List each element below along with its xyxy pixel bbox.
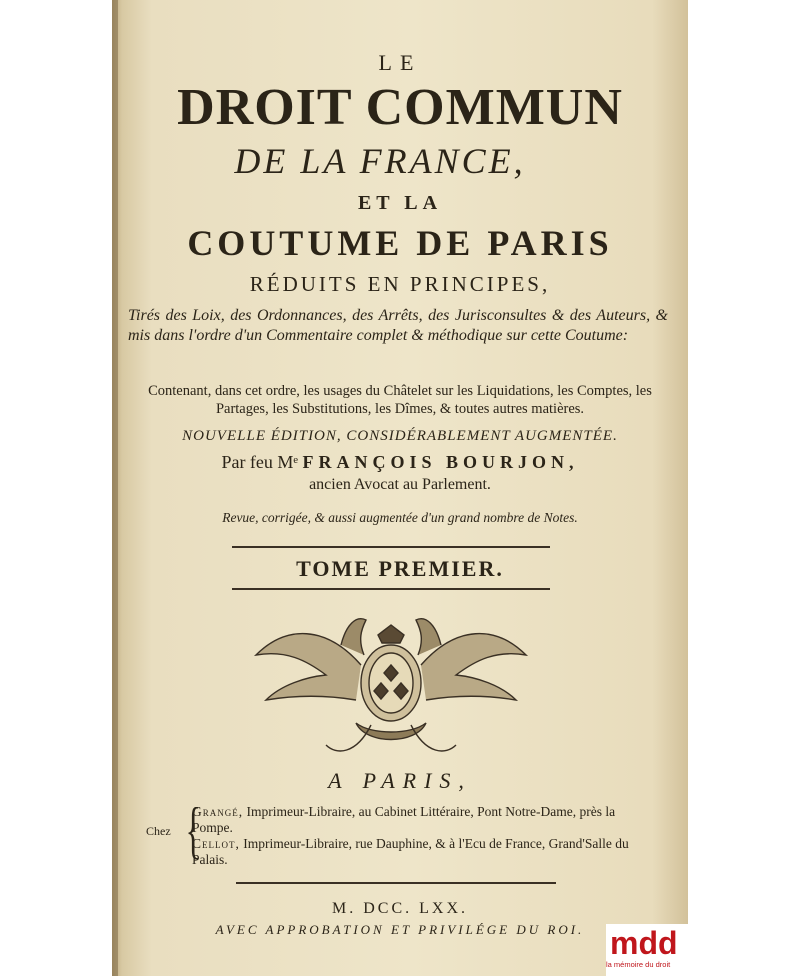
title-le: LE [378, 50, 422, 75]
publisher-cellot [192, 836, 632, 868]
publisher-grange-name: Grangé, [192, 804, 244, 819]
mdd-logo [606, 924, 690, 976]
title-de-la-france: DE LA FRANCE, [234, 141, 526, 181]
publisher-cellot-address: Imprimeur-Libraire, rue Dauphine, & à l'Ecu de France, Grand'Salle du Palais. [192, 836, 629, 867]
publisher-grange [192, 804, 632, 836]
title-et-la: ET LA [357, 192, 443, 214]
edition-statement: NOUVELLE ÉDITION, CONSIDÉRABLEMENT AUGMENTÉE. [182, 428, 618, 444]
ornament-rule-top [232, 546, 550, 548]
ornament-rule-date [236, 882, 556, 884]
ornament-rule-bottom [232, 588, 550, 590]
subtitle-contenant: Contenant, dans cet ordre, les usages du Châtelet sur les Liquidations, les Comptes, les Partages, les Substitutions, les Dîmes, & toutes autres matières. [148, 383, 652, 417]
imprint-place: A PARIS, [328, 768, 472, 793]
mdd-logo-letters: mdd [610, 926, 678, 958]
imprint-date: M. DCC. LXX. [331, 900, 468, 917]
title-droit-commun: DROIT COMMUN [177, 79, 623, 136]
publisher-cellot-name: Cellot, [192, 836, 240, 851]
revision-note: Revue, corrigée, & aussi augmentée d'un grand nombre de Notes. [222, 510, 578, 525]
title-coutume-de-paris: COUTUME DE PARIS [187, 223, 613, 263]
imprint-chez: Chez [146, 824, 171, 838]
subtitle-tires: Tirés des Loix, des Ordonnances, des Arrêts, des Jurisconsultes & des Auteurs, & mis dans l'ordre d'un Commentaire complet & méthodique sur cette Coutume: [128, 307, 668, 344]
imprint-privilege: AVEC APPROBATION ET PRIVILÉGE DU ROI. [215, 922, 585, 937]
imprint-brace: { [185, 794, 202, 865]
author-title: ancien Avocat au Parlement. [309, 476, 491, 493]
royal-arms-vignette [246, 605, 536, 765]
volume-label: TOME PREMIER. [296, 556, 504, 581]
author-line [112, 452, 688, 473]
author-name: FRANÇOIS BOURJON, [302, 452, 579, 472]
title-reduits-en-principes: RÉDUITS EN PRINCIPES, [249, 272, 551, 296]
mdd-logo-tagline: la mémoire du droit [606, 960, 671, 969]
mdd-logo-mark [608, 926, 688, 958]
publisher-grange-address: Imprimeur-Libraire, au Cabinet Littéraire, Pont Notre-Dame, près la Pompe. [192, 804, 616, 835]
author-prefix: Par feu Mᵉ [221, 452, 299, 472]
